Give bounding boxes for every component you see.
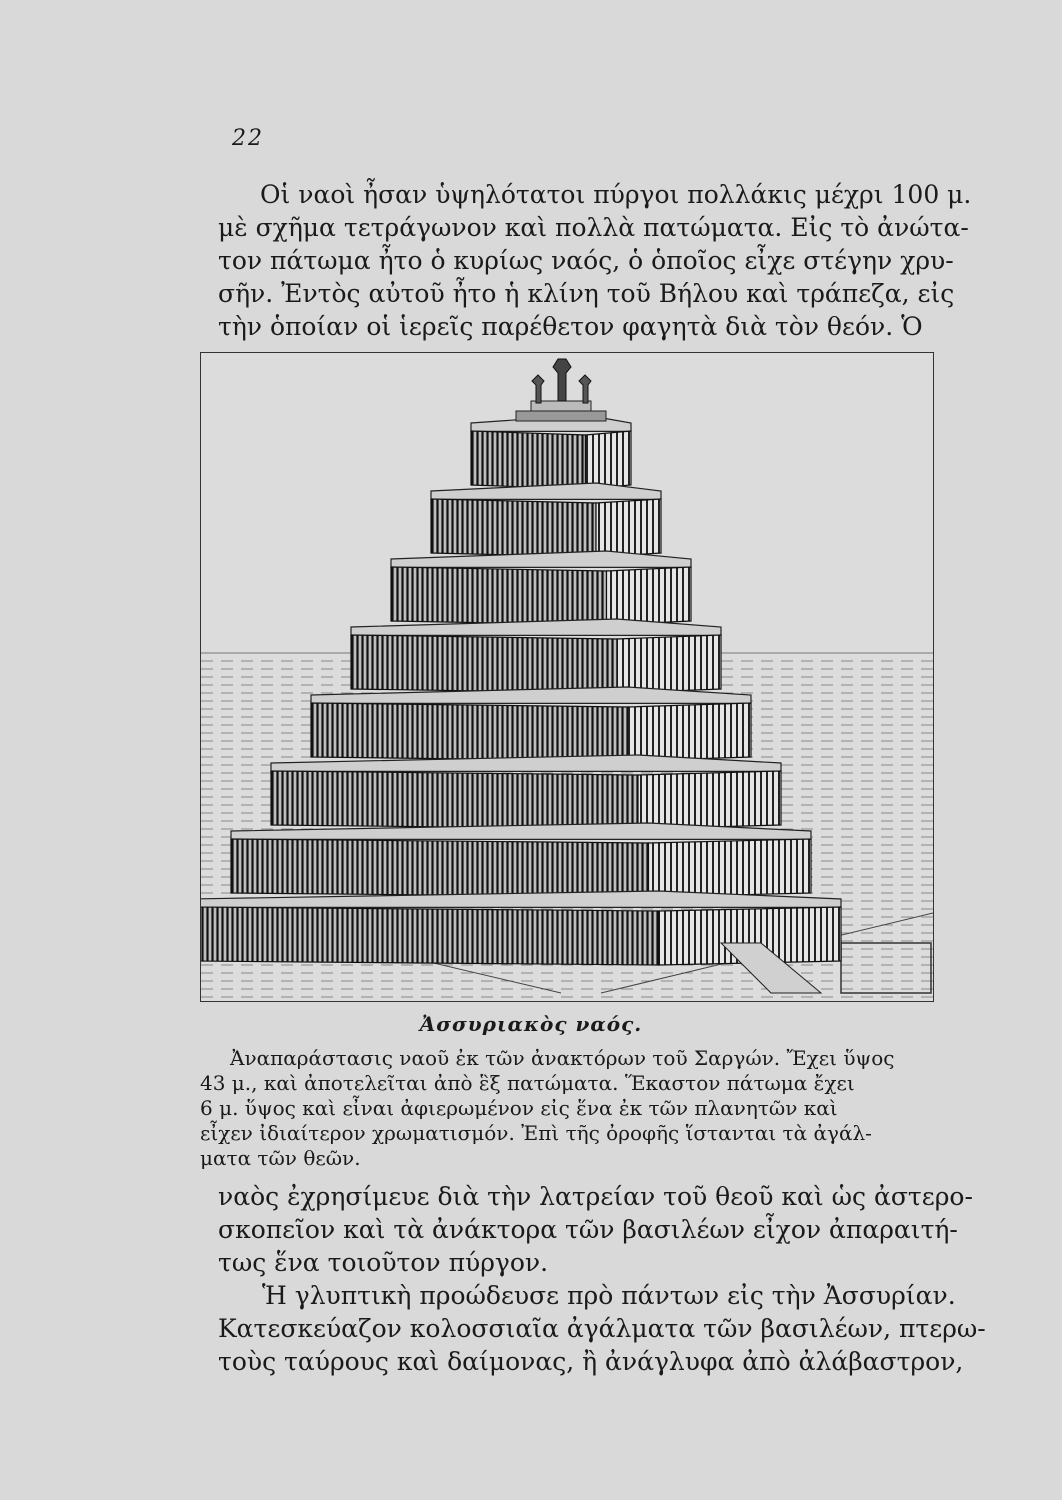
tier-left-face: [271, 771, 638, 829]
text-line: σῆν. Ἐντὸς αὐτοῦ ἦτο ἡ κλίνη τοῦ Βήλου καὶ τράπεζα, εἰς: [218, 279, 955, 308]
intro-paragraph: [218, 178, 972, 343]
tier-right-face: [596, 499, 661, 557]
god-statues: [516, 359, 606, 421]
tier-left-face: [351, 635, 617, 693]
figure-title: Ἀσσυριακὸς ναός.: [419, 1012, 643, 1036]
text-line: τον πάτωμα ἦτο ὁ κυρίως ναός, ὁ ὁποῖος εἶχε στέγην χρυ-: [218, 246, 954, 275]
tier-right-face: [607, 567, 692, 625]
tier-left-face: [431, 499, 596, 557]
tier-right-face: [628, 703, 752, 761]
tier-left-face: [231, 839, 649, 897]
caption-line: ματα τῶν θεῶν.: [200, 1146, 361, 1170]
tier-right-face: [586, 431, 632, 489]
caption-line: εἶχεν ἰδιαίτερον χρωματισμόν. Ἐπὶ τῆς ὀροφῆς ἵστανται τὰ ἀγάλ-: [200, 1121, 872, 1145]
caption-line: 43 μ., καὶ ἀποτελεῖται ἀπὸ ἓξ πατώματα. Ἕκαστον πάτωμα ἔχει: [200, 1071, 855, 1095]
text-line: μὲ σχῆμα τετράγωνον καὶ πολλὰ πατώματα. Εἰς τὸ ἀνώτα-: [218, 213, 969, 242]
text-line: σκοπεῖον καὶ τὰ ἀνάκτορα τῶν βασιλέων εἶχον ἀπαραιτή-: [218, 1215, 958, 1244]
tier-left-face: [201, 907, 659, 965]
text-line: Ἡ γλυπτικὴ προώδευσε πρὸ πάντων εἰς τὴν Ἀσσυρίαν.: [262, 1281, 956, 1310]
ziggurat-illustration: [200, 352, 934, 1002]
caption-line: Ἀναπαράστασις ναοῦ ἐκ τῶν ἀνακτόρων τοῦ Σαργών. Ἔχει ὕψος: [230, 1046, 895, 1070]
text-line: τως ἕνα τοιοῦτον πύργον.: [218, 1248, 549, 1277]
tier-right-face: [649, 839, 812, 897]
tier-right-face: [638, 771, 781, 829]
tier-left-face: [471, 431, 586, 489]
text-line: Οἱ ναοὶ ἦσαν ὑψηλότατοι πύργοι πολλάκις μέχρι 100 μ.: [260, 180, 972, 209]
caption-line: 6 μ. ὕψος καὶ εἶναι ἀφιερωμένον εἰς ἕνα ἐκ τῶν πλανητῶν καὶ: [200, 1096, 838, 1120]
figure-caption: [200, 1046, 932, 1171]
tier-left-face: [391, 567, 607, 625]
tier-left-face: [311, 703, 628, 761]
text-line: ναὸς ἐχρησίμευε διὰ τὴν λατρείαν τοῦ θεοῦ καὶ ὡς ἀστερο-: [218, 1182, 973, 1211]
text-line: τοὺς ταύρους καὶ δαίμονας, ἢ ἀνάγλυφα ἀπὸ ἀλάβαστρον,: [218, 1347, 964, 1376]
text-line: Κατεσκεύαζον κολοσσιαῖα ἀγάλματα τῶν βασιλέων, πτερω-: [218, 1314, 986, 1343]
tier-right-face: [617, 635, 721, 693]
closing-paragraph: [218, 1180, 986, 1378]
text-line: τὴν ὁποίαν οἱ ἱερεῖς παρέθετον φαγητὰ διὰ τὸν θεόν. Ὁ: [218, 312, 923, 341]
page-number: 22: [232, 126, 264, 151]
